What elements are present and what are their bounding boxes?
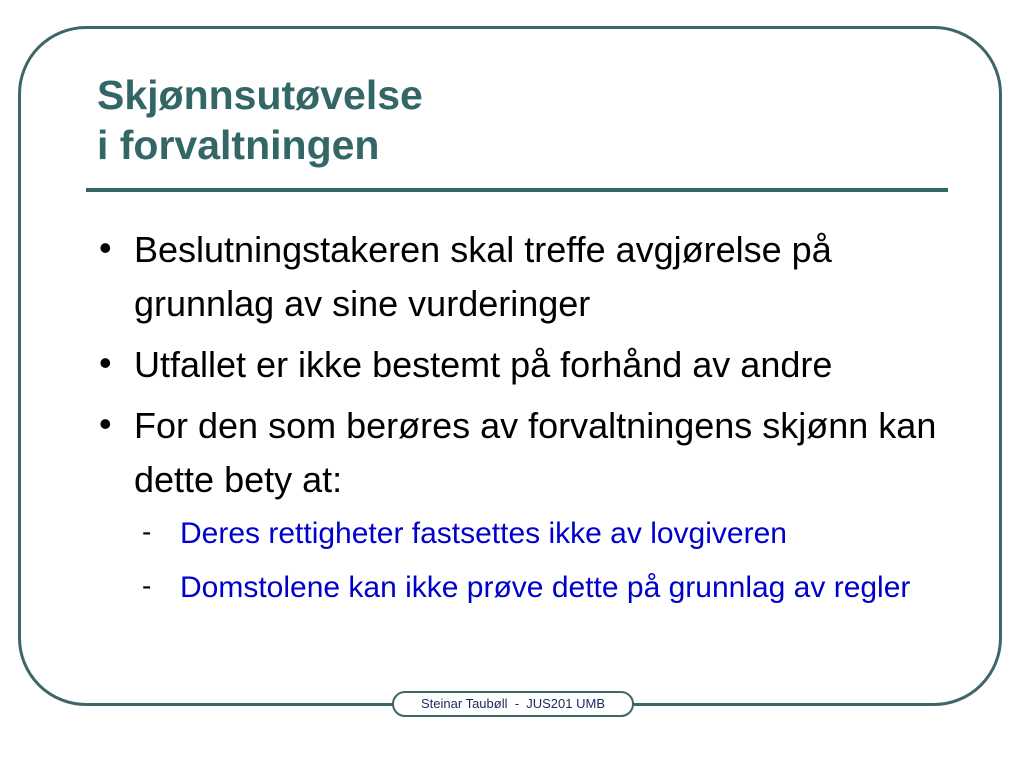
bullet-point-icon: • [99,342,112,383]
bullet-point-icon: • [99,227,112,268]
slide-title [97,70,423,170]
bullet-item [97,399,957,610]
title-divider [86,188,948,192]
bullet-text: Beslutningstakeren skal treffe avgjørelse på grunnlag av sine vurderinger [134,229,832,324]
slide-footer: Steinar Taubøll - JUS201 UMB [392,691,634,717]
dash-icon: - [142,570,152,601]
bullet-list [97,223,957,620]
sub-bullet-item [134,566,957,610]
bullet-item [97,223,957,331]
sub-bullet-text: Domstolene kan ikke prøve dette på grunnlag av regler [180,571,911,604]
dash-icon: - [142,516,152,547]
bullet-text: Utfallet er ikke bestemt på forhånd av andre [134,344,833,385]
sub-bullet-item [134,512,957,556]
slide-title-line-1: Skjønnsutøvelse [97,72,423,118]
slide-title-line-2: i forvaltningen [97,122,380,168]
sub-bullet-text: Deres rettigheter fastsettes ikke av lovgiveren [180,517,787,550]
sub-bullet-list [134,512,957,610]
bullet-point-icon: • [99,403,112,444]
bullet-item [97,338,957,392]
bullet-text: For den som berøres av forvaltningens skjønn kan dette bety at: [134,405,937,500]
